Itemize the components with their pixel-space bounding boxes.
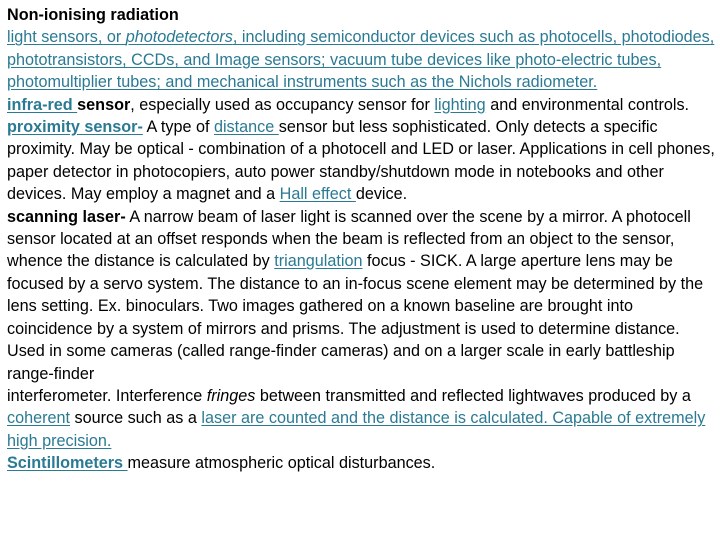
scintillometers-paragraph: Scintillometers measure atmospheric optical disturbances. (7, 454, 436, 473)
document-body (7, 4, 715, 475)
hall-effect-link[interactable]: Hall effect (279, 185, 356, 204)
infrared-link[interactable]: infra-red (7, 95, 78, 114)
scintillometers-link[interactable]: Scintillometers (7, 454, 128, 473)
coherent-link[interactable]: coherent (7, 409, 70, 428)
intro-paragraph (7, 26, 715, 93)
distance-link[interactable]: distance (213, 118, 279, 137)
page-title: Non-ionising radiation (7, 6, 179, 24)
scanning-laser-term: scanning laser- (7, 207, 126, 226)
lighting-link[interactable]: lighting (434, 95, 486, 114)
interferometer-paragraph: interferometer. Interference fringes between transmitted and reflected lightwaves produced by a coherent source such as a laser are counted and the distance is calculated. Capable of extremely high precision. (7, 386, 706, 450)
laser-link[interactable]: laser are counted and the distance is calculated. Capable of extremely high precision. (7, 409, 706, 450)
triangulation-link[interactable]: triangulation (274, 252, 363, 271)
scanning-laser-paragraph: scanning laser- A narrow beam of laser light is scanned over the scene by a mirror. A photocell sensor located at an offset responds when the beam is reflected from an object to the sensor, whence the distance is calculated by triangulation focus - SICK. A large aperture lens may be focused by a servo system. The distance to an in-focus scene element may be determined by the lens setting. Ex. binoculars. Two images gathered on a known baseline are brought into coincidence by a system of mirrors and prisms. The adjustment is used to determine distance. Used in some cameras (called range-finder cameras) and on a larger scale in early battleship range-finder (7, 207, 704, 383)
infrared-paragraph: infra-red sensor, especially used as occupancy sensor for lighting and environmental controls. (7, 95, 690, 114)
light-sensors-link[interactable]: light sensors, or photodetectors, including semiconductor devices such as photocells, photodiodes, phototransistors, CCDs, and Image sensors; vacuum tube devices like photo-electric tubes, photomultiplier tubes; and mechanical instruments such as the Nichols radiometer. (7, 28, 715, 92)
proximity-paragraph: proximity sensor- A type of distance sensor but less sophisticated. Only detects a specific proximity. May be optical - combination of a photocell and LED or laser. Applications in cell phones, paper detector in photocopiers, auto power standby/shutdown mode in notebooks and other devices. May employ a magnet and a Hall effect device. (7, 118, 715, 204)
proximity-sensor-link[interactable]: proximity sensor- (7, 118, 143, 137)
